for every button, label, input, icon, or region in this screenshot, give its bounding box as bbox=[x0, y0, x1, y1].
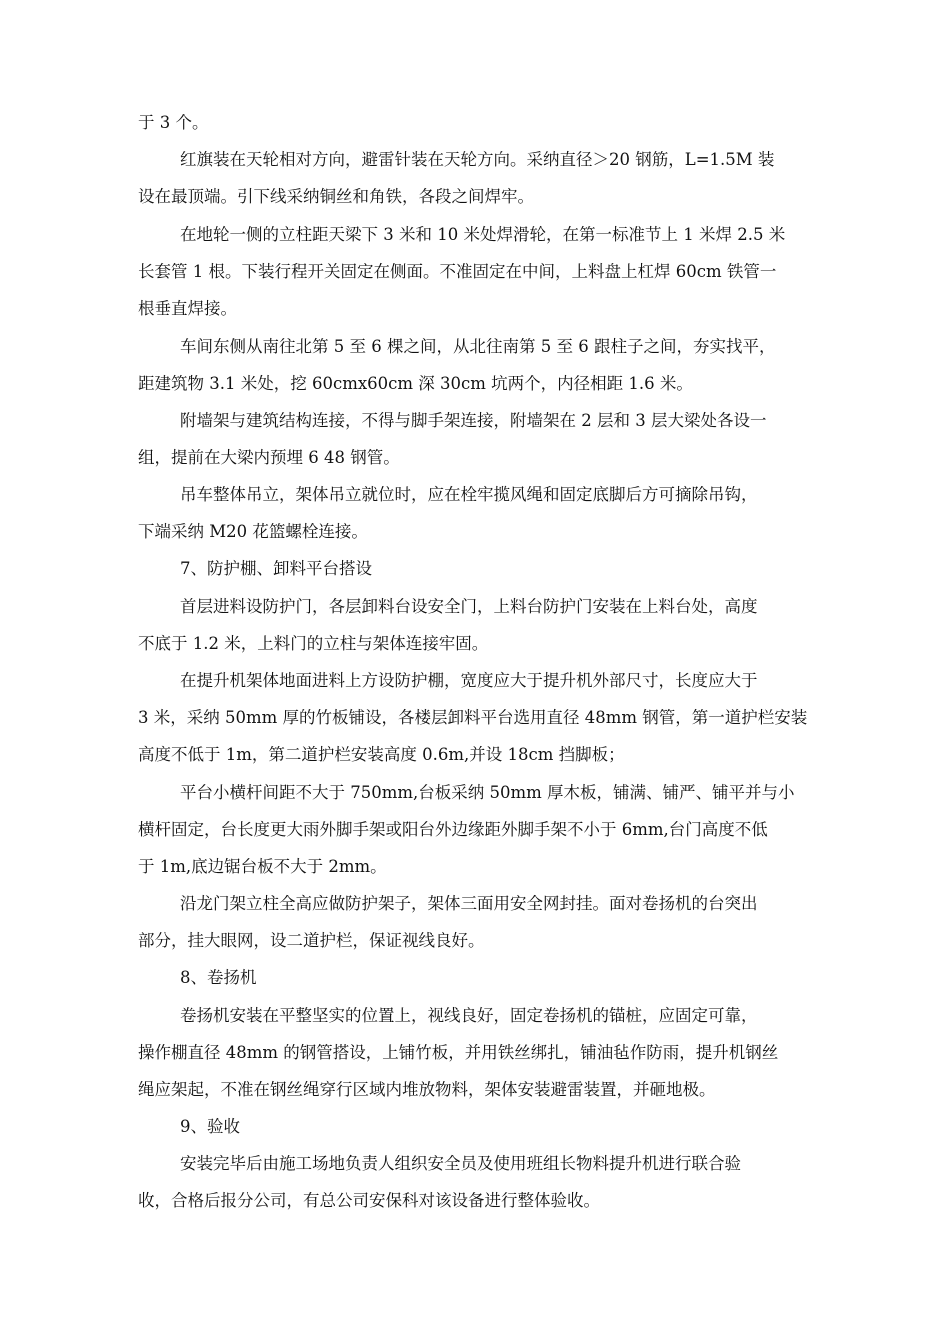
text-line: 部分，挂大眼网，设二道护栏，保证视线良好。 bbox=[138, 931, 485, 950]
text-line: 操作棚直径 48mm 的钢管搭设，上铺竹板，并用铁丝绑扎，铺油毡作防雨，提升机钢丝 bbox=[138, 1043, 779, 1062]
section-heading: 9、验收 bbox=[180, 1117, 240, 1136]
text-line: 横杆固定，台长度更大雨外脚手架或阳台外边缘距外脚手架不小于 6mm,台门高度不低 bbox=[138, 820, 768, 839]
text-line: 安装完毕后由施工场地负责人组织安全员及使用班组长物料提升机进行联合验 bbox=[180, 1154, 741, 1173]
text-line: 于 3 个。 bbox=[138, 113, 209, 132]
text-line: 在地轮一侧的立柱距天梁下 3 米和 10 米处焊滑轮，在第一标准节上 1 米焊 2.5 米 bbox=[180, 225, 786, 244]
text-line: 设在最顶端。引下线采纳铜丝和角铁，各段之间焊牢。 bbox=[138, 187, 534, 206]
text-line: 绳应架起，不准在钢丝绳穿行区域内堆放物料，架体安装避雷装置，并砸地极。 bbox=[138, 1080, 716, 1099]
text-line: 长套管 1 根。下装行程开关固定在侧面。不准固定在中间，上料盘上杠焊 60cm 铁管一 bbox=[138, 262, 777, 281]
text-line: 根垂直焊接。 bbox=[138, 299, 237, 318]
text-line: 附墙架与建筑结构连接，不得与脚手架连接，附墙架在 2 层和 3 层大梁处各设一 bbox=[180, 411, 767, 430]
text-line: 距建筑物 3.1 米处，挖 60cmx60cm 深 30cm 坑两个，内径相距 1.6 米。 bbox=[138, 374, 693, 393]
text-line: 收，合格后报分公司，有总公司安保科对该设备进行整体验收。 bbox=[138, 1191, 600, 1210]
section-heading: 7、防护棚、卸料平台搭设 bbox=[180, 559, 372, 578]
text-line: 于 1m,底边锯台板不大于 2mm。 bbox=[138, 857, 387, 876]
text-line: 吊车整体吊立，架体吊立就位时，应在栓牢揽风绳和固定底脚后方可摘除吊钩， bbox=[180, 485, 758, 504]
text-line: 组，提前在大梁内预埋 6 48 钢管。 bbox=[138, 448, 400, 467]
text-line: 沿龙门架立柱全高应做防护架子，架体三面用安全网封挂。面对卷扬机的台突出 bbox=[180, 894, 758, 913]
text-line: 首层进料设防护门，各层卸料台设安全门，上料台防护门安装在上料台处，高度 bbox=[180, 597, 758, 616]
text-line: 车间东侧从南往北第 5 至 6 棵之间，从北往南第 5 至 6 跟柱子之间，夯实找平， bbox=[180, 337, 776, 356]
text-line: 不底于 1.2 米，上料门的立柱与架体连接牢固。 bbox=[138, 634, 489, 653]
section-heading: 8、卷扬机 bbox=[180, 968, 257, 987]
text-line: 在提升机架体地面进料上方设防护棚，宽度应大于提升机外部尺寸，长度应大于 bbox=[180, 671, 758, 690]
text-line: 平台小横杆间距不大于 750mm,台板采纳 50mm 厚木板，铺满、铺严、铺平并与小 bbox=[180, 783, 795, 802]
text-line: 卷扬机安装在平整坚实的位置上，视线良好，固定卷扬机的锚桩，应固定可靠， bbox=[180, 1006, 758, 1025]
text-line: 下端采纳 M20 花篮螺栓连接。 bbox=[138, 522, 368, 541]
text-line: 高度不低于 1m，第二道护栏安装高度 0.6m,并设 18cm 挡脚板； bbox=[138, 745, 625, 764]
text-line: 红旗装在天轮相对方向，避雷针装在天轮方向。采纳直径＞20 钢筋，L=1.5M 装 bbox=[180, 150, 775, 169]
text-line: 3 米，采纳 50mm 厚的竹板铺设，各楼层卸料平台选用直径 48mm 钢管，第一道护栏安装 bbox=[138, 708, 808, 727]
